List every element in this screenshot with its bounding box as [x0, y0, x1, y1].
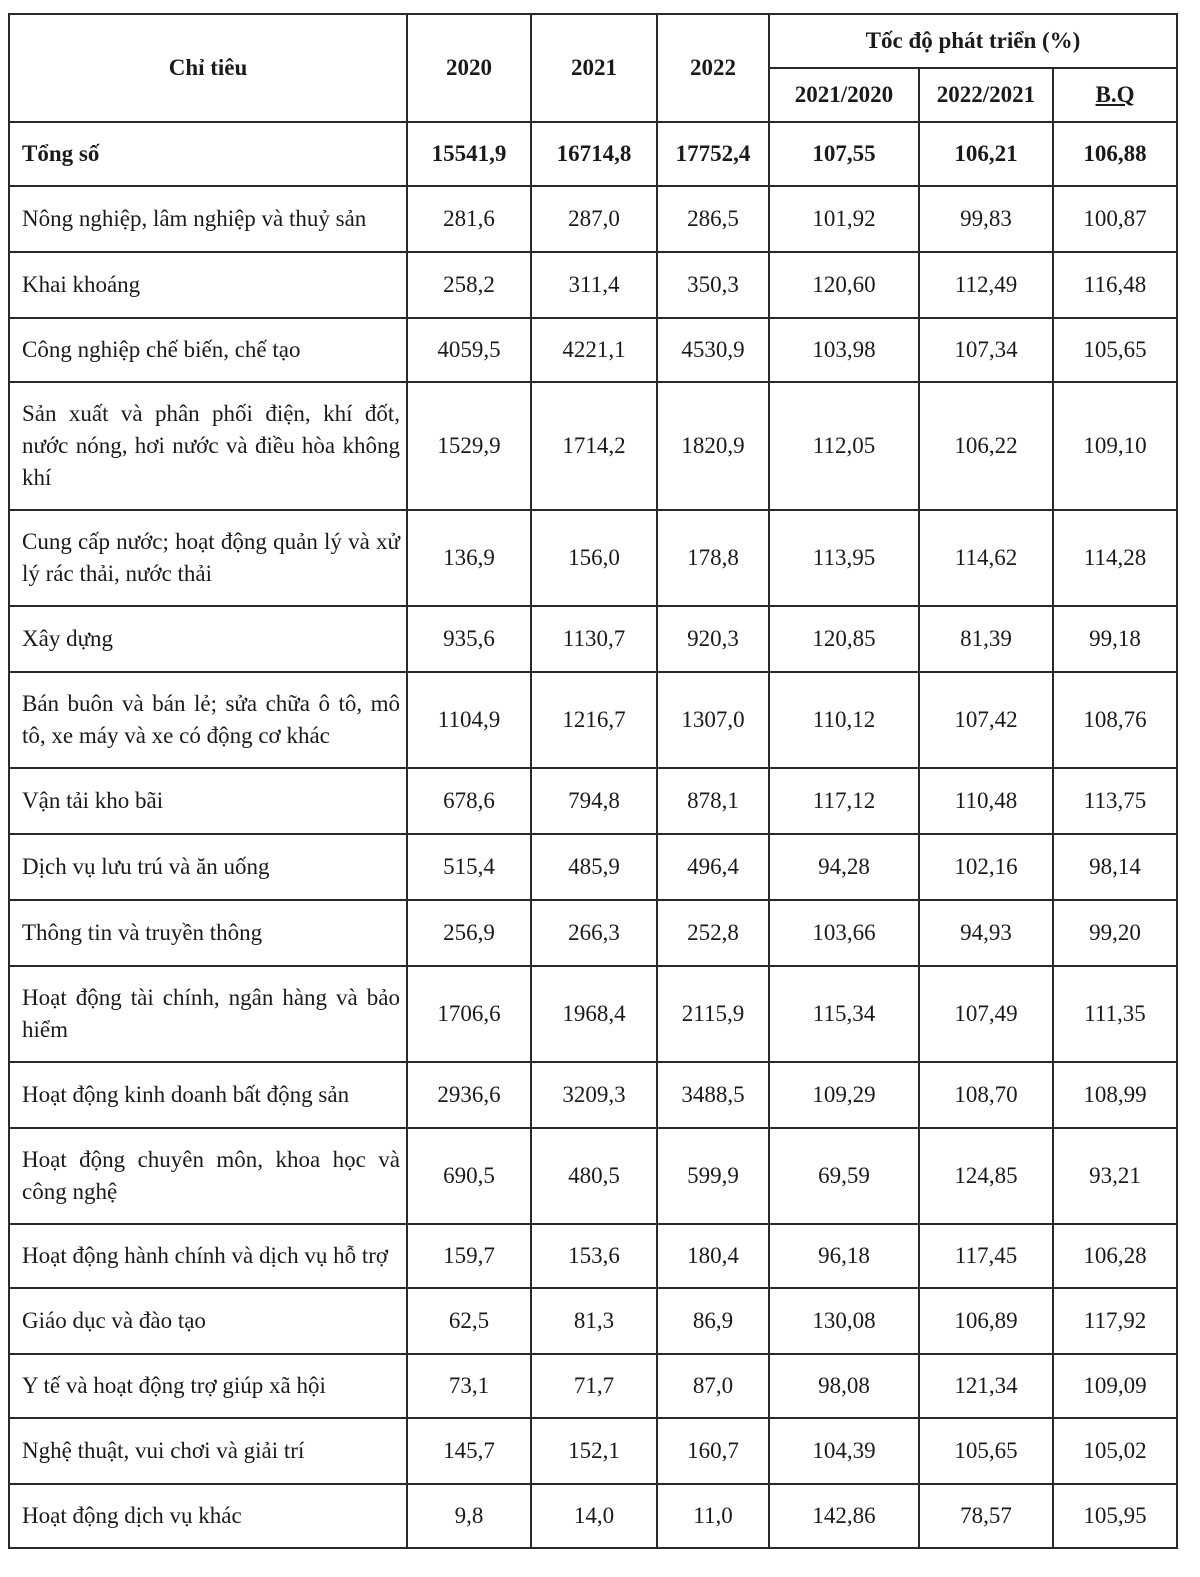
value-2020: 145,7 — [407, 1418, 531, 1484]
growth-2022-2021: 114,62 — [919, 510, 1053, 606]
value-2022: 178,8 — [657, 510, 769, 606]
growth-average: 105,02 — [1053, 1418, 1177, 1484]
table-row — [9, 122, 1177, 186]
row-label: Hoạt động chuyên môn, khoa học và công nghệ — [9, 1128, 407, 1224]
header-average: B.Q — [1053, 68, 1177, 122]
growth-average: 109,10 — [1053, 382, 1177, 510]
growth-average: 116,48 — [1053, 252, 1177, 318]
growth-2022-2021: 121,34 — [919, 1354, 1053, 1418]
header-2021: 2021 — [531, 14, 657, 122]
row-label: Giáo dục và đào tạo — [9, 1288, 407, 1354]
value-2020: 159,7 — [407, 1224, 531, 1288]
value-2022: 86,9 — [657, 1288, 769, 1354]
value-2020: 1529,9 — [407, 382, 531, 510]
value-2020: 258,2 — [407, 252, 531, 318]
value-2022: 4530,9 — [657, 318, 769, 382]
statistics-table — [8, 13, 1178, 1549]
table-row — [9, 966, 1177, 1062]
growth-average: 113,75 — [1053, 768, 1177, 834]
value-2020: 2936,6 — [407, 1062, 531, 1128]
growth-2021-2020: 109,29 — [769, 1062, 919, 1128]
value-2022: 87,0 — [657, 1354, 769, 1418]
row-label: Bán buôn và bán lẻ; sửa chữa ô tô, mô tô, xe máy và xe có động cơ khác — [9, 672, 407, 768]
table-row — [9, 900, 1177, 966]
growth-2021-2020: 113,95 — [769, 510, 919, 606]
table-row — [9, 1288, 1177, 1354]
growth-2022-2021: 106,89 — [919, 1288, 1053, 1354]
table-row — [9, 510, 1177, 606]
value-2022: 878,1 — [657, 768, 769, 834]
value-2021: 1130,7 — [531, 606, 657, 672]
value-2022: 11,0 — [657, 1484, 769, 1548]
growth-2021-2020: 101,92 — [769, 186, 919, 252]
value-2022: 350,3 — [657, 252, 769, 318]
value-2020: 9,8 — [407, 1484, 531, 1548]
value-2022: 180,4 — [657, 1224, 769, 1288]
value-2021: 16714,8 — [531, 122, 657, 186]
growth-average: 109,09 — [1053, 1354, 1177, 1418]
value-2021: 81,3 — [531, 1288, 657, 1354]
value-2021: 794,8 — [531, 768, 657, 834]
growth-2022-2021: 112,49 — [919, 252, 1053, 318]
growth-2021-2020: 142,86 — [769, 1484, 919, 1548]
value-2020: 136,9 — [407, 510, 531, 606]
value-2020: 1104,9 — [407, 672, 531, 768]
value-2022: 160,7 — [657, 1418, 769, 1484]
growth-2022-2021: 106,21 — [919, 122, 1053, 186]
value-2021: 1216,7 — [531, 672, 657, 768]
value-2021: 14,0 — [531, 1484, 657, 1548]
growth-average: 99,18 — [1053, 606, 1177, 672]
growth-2021-2020: 115,34 — [769, 966, 919, 1062]
table-row — [9, 382, 1177, 510]
header-indicator: Chỉ tiêu — [9, 14, 407, 122]
growth-2022-2021: 107,42 — [919, 672, 1053, 768]
value-2020: 62,5 — [407, 1288, 531, 1354]
growth-average: 114,28 — [1053, 510, 1177, 606]
value-2022: 286,5 — [657, 186, 769, 252]
value-2022: 599,9 — [657, 1128, 769, 1224]
value-2021: 3209,3 — [531, 1062, 657, 1128]
growth-average: 106,88 — [1053, 122, 1177, 186]
growth-average: 100,87 — [1053, 186, 1177, 252]
growth-2021-2020: 112,05 — [769, 382, 919, 510]
value-2022: 252,8 — [657, 900, 769, 966]
growth-2021-2020: 103,66 — [769, 900, 919, 966]
value-2020: 690,5 — [407, 1128, 531, 1224]
row-label: Hoạt động hành chính và dịch vụ hỗ trợ — [9, 1224, 407, 1288]
value-2020: 1706,6 — [407, 966, 531, 1062]
value-2021: 71,7 — [531, 1354, 657, 1418]
growth-2021-2020: 94,28 — [769, 834, 919, 900]
growth-2022-2021: 94,93 — [919, 900, 1053, 966]
row-label: Tổng số — [9, 122, 407, 186]
growth-2022-2021: 99,83 — [919, 186, 1053, 252]
header-2022: 2022 — [657, 14, 769, 122]
value-2021: 152,1 — [531, 1418, 657, 1484]
growth-average: 117,92 — [1053, 1288, 1177, 1354]
growth-2022-2021: 108,70 — [919, 1062, 1053, 1128]
growth-2021-2020: 104,39 — [769, 1418, 919, 1484]
table-row — [9, 672, 1177, 768]
row-label: Vận tải kho bãi — [9, 768, 407, 834]
table-row — [9, 1062, 1177, 1128]
value-2021: 4221,1 — [531, 318, 657, 382]
table-row — [9, 318, 1177, 382]
growth-2022-2021: 105,65 — [919, 1418, 1053, 1484]
row-label: Khai khoáng — [9, 252, 407, 318]
growth-average: 106,28 — [1053, 1224, 1177, 1288]
growth-average: 98,14 — [1053, 834, 1177, 900]
value-2021: 480,5 — [531, 1128, 657, 1224]
growth-2022-2021: 107,49 — [919, 966, 1053, 1062]
header-growth-rate: Tốc độ phát triển (%) — [769, 14, 1177, 68]
table-row — [9, 1224, 1177, 1288]
header-2021-2020: 2021/2020 — [769, 68, 919, 122]
value-2020: 281,6 — [407, 186, 531, 252]
row-label: Công nghiệp chế biến, chế tạo — [9, 318, 407, 382]
growth-2021-2020: 107,55 — [769, 122, 919, 186]
value-2020: 15541,9 — [407, 122, 531, 186]
value-2021: 311,4 — [531, 252, 657, 318]
growth-2021-2020: 103,98 — [769, 318, 919, 382]
value-2020: 73,1 — [407, 1354, 531, 1418]
value-2021: 485,9 — [531, 834, 657, 900]
value-2021: 156,0 — [531, 510, 657, 606]
growth-average: 111,35 — [1053, 966, 1177, 1062]
row-label: Sản xuất và phân phối điện, khí đốt, nước nóng, hơi nước và điều hòa không khí — [9, 382, 407, 510]
row-label: Y tế và hoạt động trợ giúp xã hội — [9, 1354, 407, 1418]
header-2022-2021: 2022/2021 — [919, 68, 1053, 122]
value-2020: 515,4 — [407, 834, 531, 900]
row-label: Hoạt động tài chính, ngân hàng và bảo hiểm — [9, 966, 407, 1062]
growth-average: 108,76 — [1053, 672, 1177, 768]
growth-2022-2021: 110,48 — [919, 768, 1053, 834]
table-row — [9, 834, 1177, 900]
growth-average: 99,20 — [1053, 900, 1177, 966]
growth-2022-2021: 78,57 — [919, 1484, 1053, 1548]
value-2020: 256,9 — [407, 900, 531, 966]
value-2020: 4059,5 — [407, 318, 531, 382]
value-2022: 1307,0 — [657, 672, 769, 768]
value-2021: 153,6 — [531, 1224, 657, 1288]
table-row — [9, 1484, 1177, 1548]
data-table-container — [8, 13, 1176, 1549]
table-row — [9, 1418, 1177, 1484]
value-2022: 920,3 — [657, 606, 769, 672]
growth-2022-2021: 107,34 — [919, 318, 1053, 382]
growth-average: 105,65 — [1053, 318, 1177, 382]
growth-average: 93,21 — [1053, 1128, 1177, 1224]
value-2020: 678,6 — [407, 768, 531, 834]
table-body — [9, 122, 1177, 1548]
row-label: Hoạt động dịch vụ khác — [9, 1484, 407, 1548]
row-label: Dịch vụ lưu trú và ăn uống — [9, 834, 407, 900]
growth-2022-2021: 102,16 — [919, 834, 1053, 900]
value-2021: 287,0 — [531, 186, 657, 252]
growth-2021-2020: 110,12 — [769, 672, 919, 768]
value-2022: 17752,4 — [657, 122, 769, 186]
row-label: Nghệ thuật, vui chơi và giải trí — [9, 1418, 407, 1484]
value-2021: 1714,2 — [531, 382, 657, 510]
growth-2022-2021: 117,45 — [919, 1224, 1053, 1288]
growth-2022-2021: 124,85 — [919, 1128, 1053, 1224]
growth-2021-2020: 120,85 — [769, 606, 919, 672]
table-row — [9, 252, 1177, 318]
row-label: Cung cấp nước; hoạt động quản lý và xử lý rác thải, nước thải — [9, 510, 407, 606]
table-row — [9, 606, 1177, 672]
value-2022: 1820,9 — [657, 382, 769, 510]
growth-2021-2020: 120,60 — [769, 252, 919, 318]
table-row — [9, 186, 1177, 252]
value-2020: 935,6 — [407, 606, 531, 672]
value-2021: 1968,4 — [531, 966, 657, 1062]
value-2022: 2115,9 — [657, 966, 769, 1062]
table-row — [9, 768, 1177, 834]
growth-2021-2020: 117,12 — [769, 768, 919, 834]
header-2020: 2020 — [407, 14, 531, 122]
growth-2021-2020: 69,59 — [769, 1128, 919, 1224]
value-2022: 3488,5 — [657, 1062, 769, 1128]
row-label: Thông tin và truyền thông — [9, 900, 407, 966]
growth-2021-2020: 96,18 — [769, 1224, 919, 1288]
table-row — [9, 1128, 1177, 1224]
value-2022: 496,4 — [657, 834, 769, 900]
row-label: Xây dựng — [9, 606, 407, 672]
growth-2021-2020: 130,08 — [769, 1288, 919, 1354]
growth-2022-2021: 81,39 — [919, 606, 1053, 672]
growth-2022-2021: 106,22 — [919, 382, 1053, 510]
table-row — [9, 1354, 1177, 1418]
row-label: Hoạt động kinh doanh bất động sản — [9, 1062, 407, 1128]
row-label: Nông nghiệp, lâm nghiệp và thuỷ sản — [9, 186, 407, 252]
growth-average: 105,95 — [1053, 1484, 1177, 1548]
value-2021: 266,3 — [531, 900, 657, 966]
header-row-1 — [9, 14, 1177, 68]
growth-average: 108,99 — [1053, 1062, 1177, 1128]
growth-2021-2020: 98,08 — [769, 1354, 919, 1418]
